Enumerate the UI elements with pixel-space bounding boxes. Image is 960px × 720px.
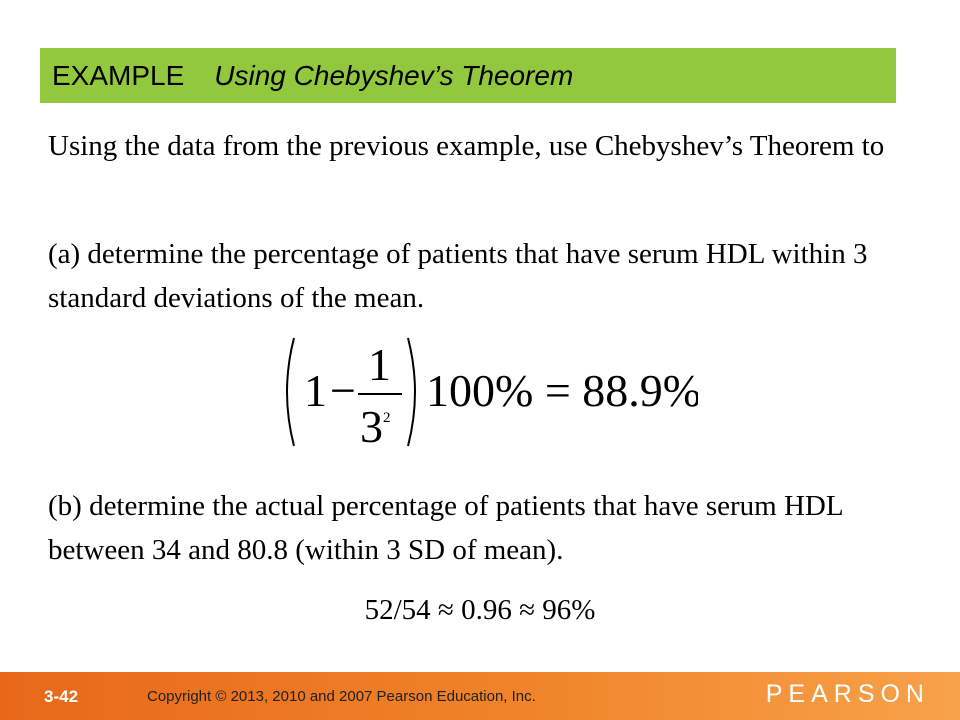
copyright-text: Copyright © 2013, 2010 and 2007 Pearson Education, Inc. <box>147 688 536 705</box>
slide-title-bar <box>40 48 896 103</box>
chebyshev-formula <box>278 332 698 457</box>
result-line: 52/54 ≈ 0.96 ≈ 96% <box>364 594 596 626</box>
right-paren <box>408 338 415 446</box>
pearson-logo: PEARSON <box>765 680 930 708</box>
intro-paragraph: Using the data from the previous example, use Chebyshev’s Theorem to <box>48 130 885 162</box>
formula-result: 100% = 88.9% <box>426 365 698 416</box>
formula-graphic <box>278 332 698 452</box>
example-label: EXAMPLE <box>52 59 185 91</box>
formula-exponent: 2 <box>383 410 391 426</box>
formula-numerator: 1 <box>368 339 391 390</box>
formula-minus: − <box>330 365 356 416</box>
left-paren <box>287 338 294 446</box>
part-a-paragraph: (a) determine the percentage of patients that have serum HDL within 3 standard deviations of the mean. <box>48 238 868 314</box>
formula-one: 1 <box>304 365 327 416</box>
slide-subtitle: Using Chebyshev’s Theorem <box>214 59 574 91</box>
part-b-paragraph: (b) determine the actual percentage of patients that have serum HDL between 34 and 80.8 (within 3 SD of mean). <box>48 490 843 566</box>
slide-number: 3-42 <box>44 687 79 706</box>
footer-bar <box>0 672 960 720</box>
formula-base: 3 <box>360 401 383 452</box>
